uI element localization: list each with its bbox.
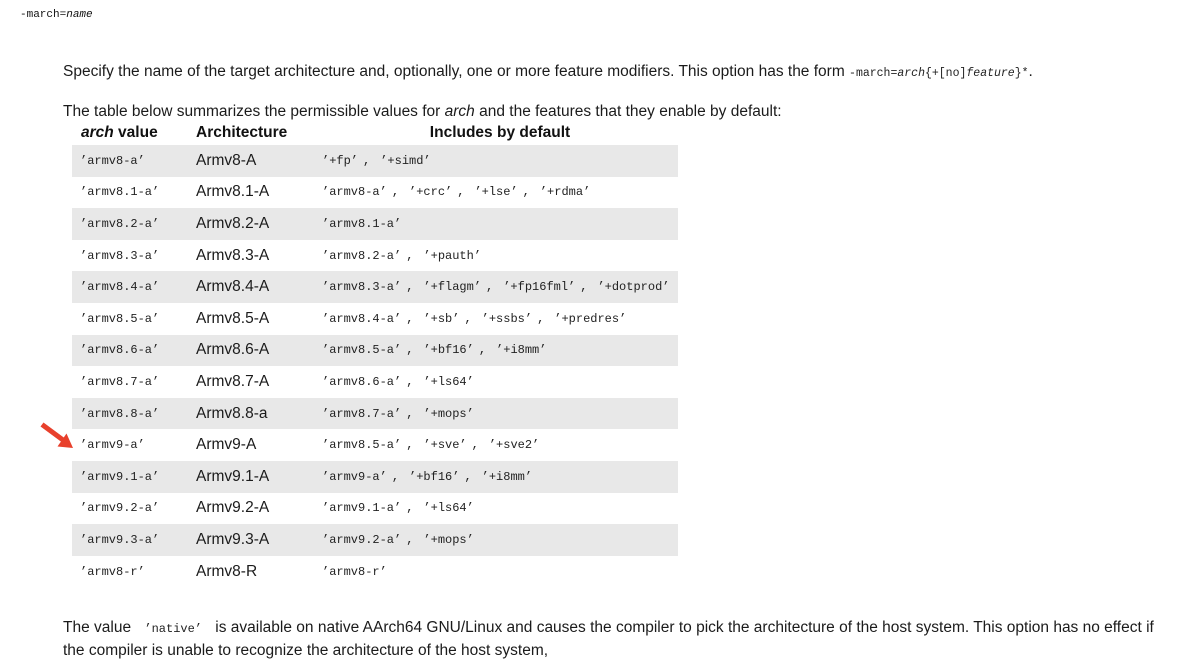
form-code-arch: arch bbox=[897, 66, 925, 80]
include-value: ’+i8mm’ bbox=[496, 343, 547, 358]
comma-separator: , bbox=[457, 185, 465, 200]
includes-cell bbox=[322, 280, 678, 294]
include-value: ’armv9.1-a’ bbox=[322, 501, 402, 516]
table-row bbox=[72, 556, 678, 588]
include-value: ’+lse’ bbox=[474, 185, 518, 200]
intro-option-form-code bbox=[849, 67, 1028, 80]
includes-cell bbox=[322, 533, 678, 547]
comma-separator: , bbox=[406, 532, 414, 547]
includes-cell bbox=[322, 501, 678, 515]
arch-value-cell: ’armv8.8-a’ bbox=[80, 406, 160, 421]
arch-value-cell: ’armv8-a’ bbox=[80, 153, 145, 168]
include-value: ’armv8.2-a’ bbox=[322, 248, 402, 263]
includes-cell bbox=[322, 565, 678, 579]
includes-cell bbox=[322, 249, 678, 263]
include-value: ’+ssbs’ bbox=[481, 311, 533, 326]
include-value: ’+sve2’ bbox=[488, 438, 540, 453]
arch-value-cell: ’armv8.7-a’ bbox=[80, 374, 160, 389]
comma-separator: , bbox=[464, 469, 472, 484]
comma-separator: , bbox=[537, 311, 545, 326]
header-arch-rest: value bbox=[113, 123, 158, 141]
include-value: ’armv9.2-a’ bbox=[322, 532, 402, 547]
include-value: ’armv8-r’ bbox=[322, 564, 387, 579]
intro-paragraph bbox=[63, 63, 1033, 81]
arch-value-cell: ’armv8.4-a’ bbox=[80, 280, 160, 295]
header-includes-by-default: Includes by default bbox=[429, 123, 571, 141]
table-row bbox=[72, 461, 678, 493]
native-code-value: ’native’ bbox=[144, 621, 202, 636]
comma-separator: , bbox=[391, 185, 400, 200]
comma-separator: , bbox=[406, 343, 414, 358]
architecture-cell: Armv9-A bbox=[196, 436, 257, 454]
comma-separator: , bbox=[363, 153, 371, 168]
comma-separator: , bbox=[580, 280, 588, 295]
includes-cell bbox=[322, 438, 678, 452]
comma-separator: , bbox=[406, 311, 414, 326]
arch-table-body bbox=[72, 145, 678, 587]
include-value: ’+sb’ bbox=[423, 311, 460, 326]
architecture-cell: Armv8.8-a bbox=[196, 404, 268, 422]
include-value: ’+simd’ bbox=[380, 153, 431, 168]
include-value: ’armv8.5-a’ bbox=[322, 343, 402, 358]
include-value: ’+flagm’ bbox=[423, 280, 482, 295]
arch-value-cell: ’armv8.2-a’ bbox=[80, 216, 160, 231]
include-value: ’armv8.7-a’ bbox=[322, 406, 402, 421]
architecture-cell: Armv8-A bbox=[196, 151, 257, 169]
footer-text-before: The value bbox=[63, 618, 136, 636]
table-row bbox=[72, 366, 678, 398]
table-intro-text-after: and the features that they enable by default: bbox=[474, 102, 782, 120]
include-value: ’armv8-a’ bbox=[322, 185, 387, 200]
comma-separator: , bbox=[406, 501, 414, 516]
include-value: ’+ls64’ bbox=[423, 501, 474, 516]
form-code-prefix: -march= bbox=[849, 66, 898, 80]
architecture-cell: Armv8.1-A bbox=[196, 183, 270, 201]
arch-value-cell: ’armv8.3-a’ bbox=[80, 248, 160, 263]
includes-cell bbox=[322, 185, 678, 199]
include-value: ’+pauth’ bbox=[423, 248, 482, 263]
arch-value-cell: ’armv8.1-a’ bbox=[80, 185, 160, 200]
comma-separator: , bbox=[464, 311, 472, 326]
include-value: ’+dotprod’ bbox=[597, 280, 670, 295]
table-row bbox=[72, 429, 678, 461]
comma-separator: , bbox=[478, 343, 487, 358]
include-value: ’+i8mm’ bbox=[481, 469, 533, 484]
arch-value-cell: ’armv8.5-a’ bbox=[80, 311, 160, 326]
include-value: ’+rdma’ bbox=[539, 185, 591, 200]
includes-cell bbox=[322, 343, 678, 357]
include-value: ’+fp16fml’ bbox=[503, 280, 576, 295]
architecture-cell: Armv8.2-A bbox=[196, 214, 270, 232]
include-value: ’+predres’ bbox=[554, 311, 627, 326]
table-row bbox=[72, 177, 678, 209]
includes-cell bbox=[322, 470, 678, 484]
include-value: ’+mops’ bbox=[423, 532, 474, 547]
footer-text-after: is available on native AArch64 GNU/Linux and causes the compiler to pick the architecture of the host system. This option has no effect if the compiler is unable to recognize the architecture of the host system, bbox=[63, 618, 1154, 659]
include-value: ’+ls64’ bbox=[423, 374, 474, 389]
comma-separator: , bbox=[406, 280, 414, 295]
table-header-row bbox=[72, 120, 678, 145]
table-row bbox=[72, 493, 678, 525]
header-arch-em: arch bbox=[81, 123, 114, 141]
include-value: ’armv8.3-a’ bbox=[322, 280, 402, 295]
architecture-cell: Armv9.2-A bbox=[196, 499, 270, 517]
includes-cell bbox=[322, 154, 678, 168]
option-heading-code: -march= bbox=[20, 9, 67, 21]
arch-value-cell: ’armv9.2-a’ bbox=[80, 501, 160, 516]
arch-values-table bbox=[72, 120, 678, 587]
include-value: ’+bf16’ bbox=[409, 469, 460, 484]
comma-separator: , bbox=[391, 469, 400, 484]
table-row bbox=[72, 240, 678, 272]
comma-separator: , bbox=[486, 280, 494, 295]
red-arrow-icon bbox=[38, 421, 80, 455]
include-value: ’+bf16’ bbox=[423, 343, 474, 358]
table-row bbox=[72, 398, 678, 430]
form-code-mid: {+[no] bbox=[924, 66, 967, 80]
include-value: ’armv8.6-a’ bbox=[322, 374, 402, 389]
arch-value-cell: ’armv8-r’ bbox=[80, 564, 145, 579]
table-intro-paragraph bbox=[63, 103, 782, 121]
arch-value-cell: ’armv9.3-a’ bbox=[80, 532, 160, 547]
option-heading-var: name bbox=[66, 9, 93, 21]
header-arch-value bbox=[72, 124, 196, 142]
comma-separator: , bbox=[471, 438, 479, 453]
intro-text: Specify the name of the target architecture and, optionally, one or more feature modifiers. This option has the form bbox=[63, 62, 850, 80]
table-row bbox=[72, 303, 678, 335]
table-row bbox=[72, 271, 678, 303]
option-heading bbox=[20, 9, 93, 21]
include-value: ’armv8.4-a’ bbox=[322, 311, 402, 326]
architecture-cell: Armv8.7-A bbox=[196, 372, 270, 390]
form-code-feature: feature bbox=[966, 66, 1015, 80]
include-value: ’armv8.1-a’ bbox=[322, 216, 402, 231]
include-value: ’+mops’ bbox=[423, 406, 474, 421]
table-intro-text-before: The table below summarizes the permissible values for bbox=[63, 102, 445, 120]
architecture-cell: Armv8.4-A bbox=[196, 278, 270, 296]
comma-separator: , bbox=[522, 185, 530, 200]
includes-cell bbox=[322, 375, 678, 389]
include-value: ’+sve’ bbox=[423, 438, 467, 453]
include-value: ’+crc’ bbox=[409, 185, 453, 200]
table-row bbox=[72, 335, 678, 367]
footer-paragraph bbox=[63, 617, 1177, 662]
comma-separator: , bbox=[406, 406, 414, 421]
architecture-cell: Armv8.6-A bbox=[196, 341, 270, 359]
architecture-cell: Armv9.3-A bbox=[196, 530, 270, 548]
include-value: ’armv9-a’ bbox=[322, 469, 387, 484]
table-row bbox=[72, 145, 678, 177]
architecture-cell: Armv8.5-A bbox=[196, 309, 270, 327]
comma-separator: , bbox=[406, 374, 414, 389]
includes-cell bbox=[322, 217, 678, 231]
table-intro-arch-em: arch bbox=[444, 102, 475, 120]
include-value: ’armv8.5-a’ bbox=[322, 438, 402, 453]
includes-cell bbox=[322, 407, 678, 421]
arch-value-cell: ’armv9.1-a’ bbox=[80, 469, 160, 484]
arch-value-cell: ’armv8.6-a’ bbox=[80, 343, 160, 358]
table-row bbox=[72, 524, 678, 556]
header-architecture: Architecture bbox=[196, 123, 288, 141]
comma-separator: , bbox=[406, 438, 414, 453]
includes-cell bbox=[322, 312, 678, 326]
include-value: ’+fp’ bbox=[322, 153, 359, 168]
architecture-cell: Armv8.3-A bbox=[196, 246, 270, 264]
architecture-cell: Armv8-R bbox=[196, 562, 258, 580]
arch-value-cell: ’armv9-a’ bbox=[80, 438, 145, 453]
architecture-cell: Armv9.1-A bbox=[196, 467, 270, 485]
intro-period: . bbox=[1028, 62, 1033, 80]
table-row bbox=[72, 208, 678, 240]
form-code-suffix: }* bbox=[1014, 66, 1029, 80]
comma-separator: , bbox=[406, 248, 414, 263]
